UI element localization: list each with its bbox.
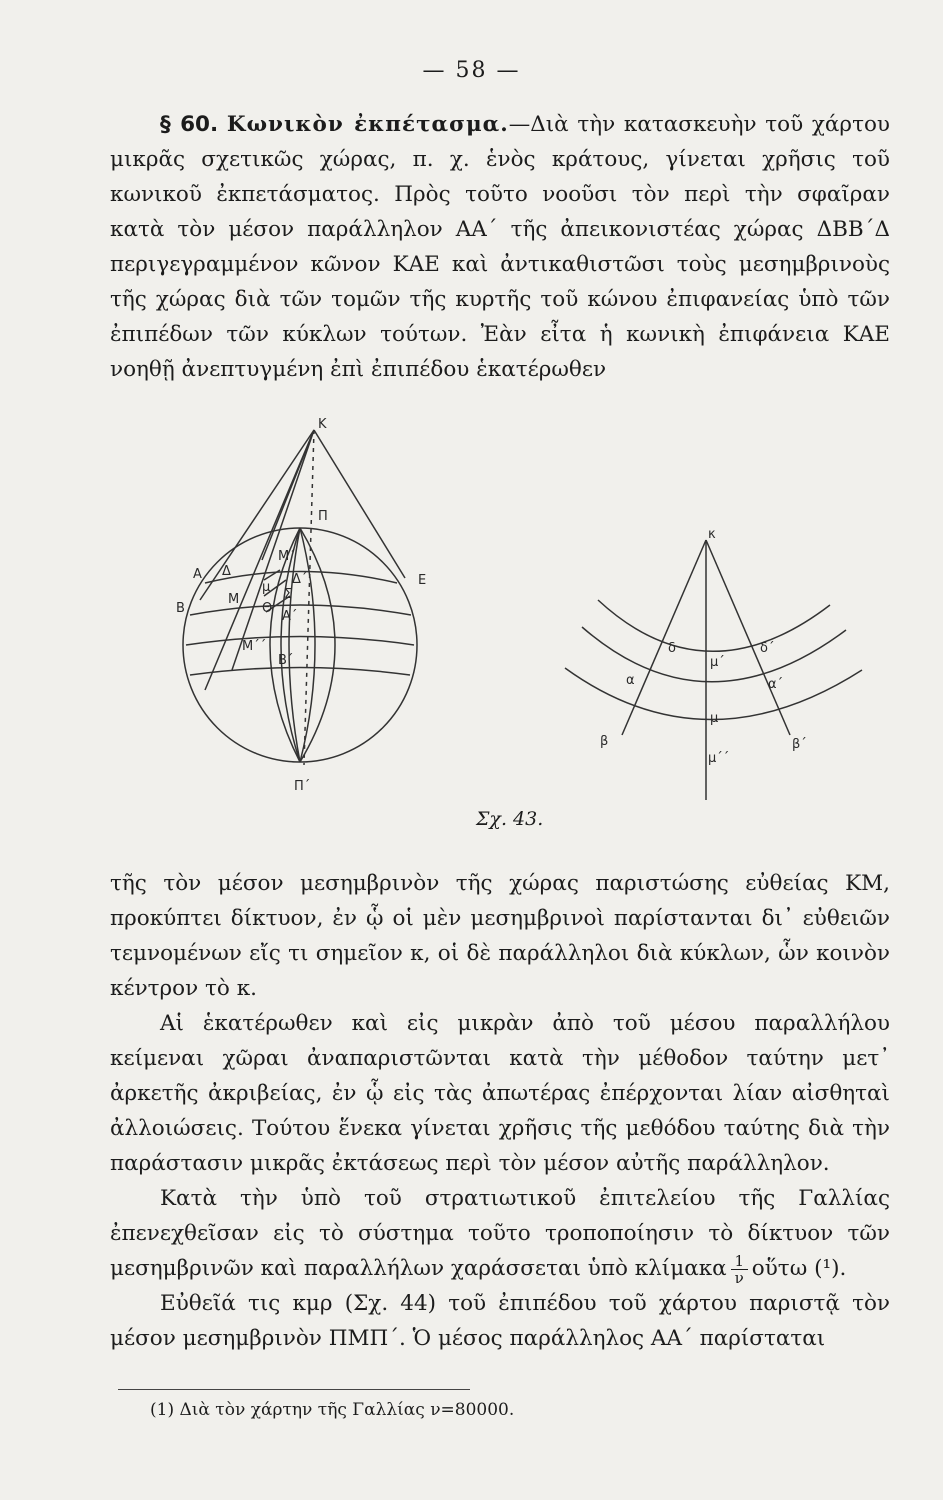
label-A: Α (193, 567, 202, 582)
label-k: κ (708, 527, 716, 542)
section-number: § 60. (160, 112, 219, 137)
label-mu-2: μ (710, 711, 719, 726)
paragraph: Αἱ ἑκατέρωθεν καὶ εἰς μικρὰν ἀπὸ τοῦ μέσου παραλλήλου κείμεναι χῶραι ἀναπαριστῶνται κατὰ τὴν μέθοδον ταύτην μετ᾽ ἀρκετῆς ἀκριβείας, ἐν ᾧ εἰς τὰς ἀπωτέρας ἐπέρχονται λίαν αἰσθηταὶ ἀλλοιώσεις. Τούτου ἕνεκα γίνεται χρῆσις τῆς μεθόδου ταύτης διὰ τὴν παράστασιν μικρᾶς ἐκτάσεως περὶ τὸν μέσον αὐτῆς παράλληλον. (110, 1011, 890, 1176)
label-M-double-prime: Μ΄΄ (242, 639, 267, 654)
scale-fraction: $\frac{1}{\nu}$ (731, 1253, 748, 1286)
cone-line (232, 430, 314, 670)
label-P-prime: Π΄ (294, 779, 311, 794)
paragraph: τῆς τὸν μέσον μεσημβρινὸν τῆς χώρας παριστώσης εὐθείας ΚΜ, προκύπτει δίκτυον, ἐν ᾧ οἱ μὲν μεσημβρινοὶ παρίστανται δι᾽ εὐθειῶν τεμνομένων εἴς τι σημεῖον κ, οἱ δὲ παράλληλοι διὰ κύκλων, ὧν κοινὸν κέντρον τὸ κ. (110, 871, 890, 1001)
parallel (190, 668, 410, 676)
cone-side-right (314, 430, 405, 578)
label-M: Μ (228, 592, 240, 607)
arc-parallel (598, 600, 830, 651)
meridian (300, 528, 315, 762)
label-B-prime: Β΄ (278, 653, 294, 668)
label-alpha-prime: α΄ (768, 677, 784, 692)
label-mu-prime: μ΄ (710, 655, 725, 670)
label-Delta: Δ (222, 564, 231, 579)
label-Sigma: Σ (284, 587, 293, 602)
paragraph: Κατὰ τὴν ὑπὸ τοῦ στρατιωτικοῦ ἐπιτελείου τῆς Γαλλίας ἐπενεχθεῖσαν εἰς τὸ σύστημα τοῦτο τροποποίησιν τὸ δίκτυον τῶν μεσημβρινῶν καὶ παραλλήλων χαράσσεται ὑπὸ κλίμακα $\frac{1}{\nu}$ οὕτω (¹). (110, 1186, 890, 1287)
label-alpha: α (626, 673, 635, 688)
label-Delta-prime: Δ΄ (292, 572, 308, 587)
parallel (190, 605, 411, 615)
label-E: Ε (418, 573, 427, 588)
paragraph: Εὐθεῖά τις κμρ (Σχ. 44) τοῦ ἐπιπέδου τοῦ χάρτου παριστᾷ τὸν μέσον μεσημβρινὸν ΠΜΠ΄. Ὁ μέσος παράλληλος ΑΑ΄ παρίσταται (110, 1291, 890, 1351)
page-number: — 58 — (422, 58, 521, 83)
label-Theta: Θ (262, 601, 273, 616)
section-title: Κωνικὸν ἐκπέτασμα. (226, 112, 509, 137)
label-mu: μ (262, 580, 271, 595)
figure-43-left-globe (183, 430, 417, 765)
label-beta-prime: β΄ (792, 737, 807, 752)
body-text (110, 866, 890, 1356)
label-delta-prime: δ΄ (760, 641, 775, 656)
footnote: (1) Διὰ τὸν χάρτην τῆς Γαλλίας ν=80000. (150, 1400, 515, 1420)
label-B: Β (176, 601, 185, 616)
label-mu-double-prime: μ΄΄ (708, 751, 730, 766)
figure-43-right-labels (600, 527, 807, 766)
label-M-prime: Μ΄ (278, 549, 296, 564)
footnote-rule (118, 1389, 470, 1390)
label-K: Κ (318, 417, 327, 432)
section-body: —Διὰ τὴν κατασκευὴν τοῦ χάρτου μικρᾶς σχετικῶς χώρας, π. χ. ἑνὸς κράτους, γίνεται χρῆσις τοῦ κωνικοῦ ἐκπετάσματος. Πρὸς τοῦτο νοοῦσι τὸν περὶ τὴν σφαῖραν κατὰ τὸν μέσον παράλληλον ΑΑ΄ τῆς ἀπεικονιστέας χώρας ΔΒΒ΄Δ περιγεγραμμένον κῶνον ΚΑΕ καὶ ἀντικαθιστῶσι τοὺς μεσημβρινοὺς τῆς χώρας διὰ τῶν τομῶν τῆς κυρτῆς τοῦ κώνου ἐπιφανείας ὑπὸ τῶν ἐπιπέδων τῶν κύκλων τούτων. Ἐὰν εἶτα ἡ κωνικὴ ἐπιφάνεια ΚΑΕ νοηθῇ ἀνεπτυγμένη ἐπὶ ἐπιπέδου ἑκατέρωθεν (110, 112, 890, 382)
label-delta: δ (668, 641, 676, 656)
parallel (186, 637, 414, 646)
label-P: Π (318, 509, 328, 524)
globe-circle (183, 528, 417, 762)
figure-caption: Σχ. 43. (476, 808, 544, 830)
label-beta: β (600, 734, 609, 749)
label-A-prime: Α΄ (282, 609, 298, 624)
